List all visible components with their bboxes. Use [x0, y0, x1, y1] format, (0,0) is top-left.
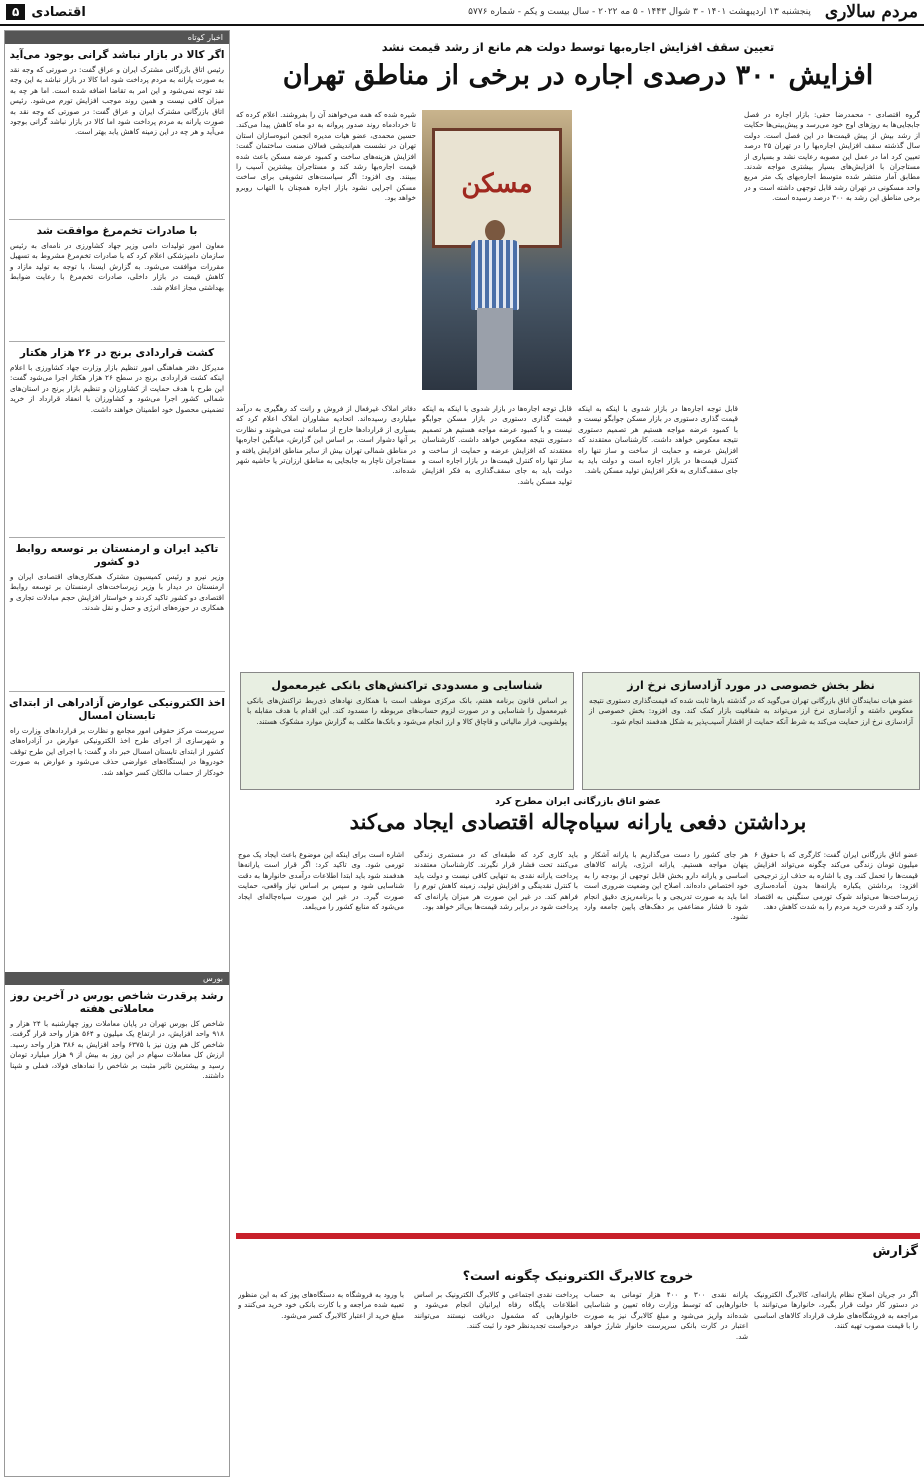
sidebar-item-title: اگر کالا در بازار نباشد گرانی بوجود می‌آید [9, 49, 225, 61]
report-column: یارانه نقدی ۳۰۰ و ۴۰۰ هزار تومانی به حساب خانوارهایی که توسط وزارت رفاه تعیین و شناسایی شده‌اند واریز می‌شود و مبلغ کالابرگ نیز به صورت اعتبار در کارت بانکی سرپرست خانوار شارژ خواهد شد. [584, 1290, 748, 1341]
section-name: اقتصادی [31, 4, 86, 20]
lead-body [236, 110, 920, 694]
bourse-title: رشد پرقدرت شاخص بورس در آخرین روز معاملاتی هفته [10, 990, 224, 1015]
box-text: عضو هیات نمایندگان اتاق بازرگانی تهران می‌گوید که در گذشته بارها ثابت شده که قیمت‌گذاری دستوری نتیجه معکوس داشته و آزادسازی نرخ ارز می‌تواند به شفافیت بازار کمک کند. وی افزود: بخش خصوصی از آزادسازی نرخ ارز حمایت می‌کند به شرط آنکه حمایت از اقشار آسیب‌پذیر به شکل هدفمند انجام شود. [589, 696, 913, 726]
sidebar-item-text: سرپرست مرکز حقوقی امور مجامع و نظارت بر قراردادهای وزارت راه و شهرسازی از اجرای طرح اخذ الکترونیکی عوارض در آزادراه‌های کشور از ابتدای تابستان امسال خبر داد و گفت: با اجرای این طرح توقف خودروها در ایستگاه‌های عوارضی حذف می‌شود و عوارض به صورت خودکار از حساب مالکان کسر خواهد شد. [10, 726, 224, 777]
story2-kicker: عضو اتاق بازرگانی ایران مطرح کرد [495, 796, 661, 807]
lead-story [236, 30, 920, 486]
sidebar-item-title: تاکید ایران و ارمنستان بر توسعه روابط دو کشور [15, 543, 219, 568]
bank-transactions-box [240, 672, 574, 790]
divider [9, 219, 225, 220]
bourse-text: شاخص کل بورس تهران در پایان معاملات روز چهارشنبه با ۲۴ هزار و ۹۱۸ واحد افزایش، در ارتفاع یک میلیون و ۵۶۴ هزار واحد قرار گرفت. شاخص کل هم وزن نیز با ۶۳۷۵ واحد افزایش به ۳۸۶ هزار واحد رسید. ارزش کل معاملات سهام در این روز به بیش از ۹ هزار میلیارد تومان رسید و بیشترین تاثیر مثبت بر شاخص را نمادهای فولاد، فملی و شپنا داشتند. [10, 1019, 225, 1081]
divider [9, 691, 225, 692]
report-divider [236, 1233, 920, 1239]
lead-column: قابل توجه اجاره‌ها در بازار شدوی با اینکه به اینکه قیمت گذاری دستوری در بازار مسکن جوابگو نیست و با کمبود عرضه مواجه هستیم هر تصمیم دستوری نتیجه معکوس خواهد داشت. کارشناسان معتقدند که افزایش عرضه و حمایت از ساخت و ساز تنها راه کنترل قیمت‌ها در بازار اجاره است و دولت باید به جای سقف‌گذاری به فکر افزایش تولید مسکن باشد. [422, 404, 572, 486]
report-label: گزارش [872, 1244, 918, 1259]
lead-column: شیره شده که همه می‌خواهند آن را بفروشند. اعلام کرده که تا خردادماه روند صدور پروانه به دو ماه کاهش پیدا می‌کند. حسین محمدی، عضو هیات مدیره انجمن انبوه‌سازان استان تهران در نشست هم‌اندیشی فعالان صنعت ساختمان گفت: افزایش هزینه‌های ساخت و کمبود عرضه مسکن باعث شده قیمت اجاره‌بها رشد کند و مستاجران بیشترین آسیب را ببینند. وی افزود: اگر سیاست‌های تشویقی برای ساخت مسکن اجرایی نشود بازار اجاره همچنان با التهاب روبرو خواهد بود. [236, 110, 416, 203]
masthead [0, 0, 924, 26]
sidebar-item-text: وزیر نیرو و رئیس کمیسیون مشترک همکاری‌های اقتصادی ایران و ارمنستان در دیدار با وزیر زیرساخت‌های ارمنستان بر توسعه روابط اقتصادی دو کشور تاکید کردند و خواستار افزایش حجم مبادلات تجاری و همکاری در حوزه‌های انرژی و حمل و نقل شدند. [10, 572, 224, 613]
lead-headline: افزایش ۳۰۰ درصدی اجاره در برخی از مناطق تهران [282, 60, 874, 91]
divider [9, 341, 225, 342]
page-number: ۵ [6, 4, 25, 20]
box-title: نظر بخش خصوصی در مورد آزادسازی نرخ ارز [627, 679, 875, 692]
box-text: بر اساس قانون برنامه هفتم، بانک مرکزی موظف است با همکاری نهادهای ذی‌ربط تراکنش‌های بانکی غیرمعمول را شناسایی و در صورت لزوم حساب‌های مربوطه را مسدود کند. این اقدام با هدف مقابله با پولشویی، فرار مالیاتی و قاچاق کالا و ارز انجام می‌شود و بانک‌ها مکلف به گزارش موارد مشکوک هستند. [247, 696, 567, 726]
person-figure [467, 220, 523, 390]
sidebar-item-title: اخذ الکترونیکی عوارض آزادراهی از ابتدای تابستان امسال [9, 697, 225, 722]
story2-column: هر جای کشور را دست می‌گذاریم با یارانه آشکار و پنهان مواجه هستیم. یارانه انرژی، یارانه کالاهای اساسی و یارانه دارو بخش قابل توجهی از بودجه را به خود اختصاص داده‌اند. اصلاح این وضعیت ضروری است اما باید به صورت تدریجی و با برنامه‌ریزی دقیق انجام شود تا فشار مضاعفی بر دهک‌های پایین جامعه وارد نشود. [584, 850, 748, 922]
story2-column: اشاره است برای اینکه این موضوع باعث ایجاد یک موج تورمی شود. وی تاکید کرد: اگر قرار است یارانه‌ها هدفمند شود باید ابتدا اطلاعات درآمدی خانوارها به دقت شناسایی شود و سپس بر اساس نیاز واقعی، حمایت صورت گیرد. در غیر این صورت سیاه‌چاله‌ای ایجاد می‌شود که منابع کشور را می‌بلعد. [238, 850, 404, 912]
fx-liberalization-box [582, 672, 920, 790]
box-title: شناسایی و مسدودی تراکنش‌های بانکی غیرمعمول [271, 679, 543, 692]
story2-column: باید کاری کرد که طبقه‌ای که در مستمری زندگی می‌کنند تحت فشار قرار نگیرند. کارشناسان معتقدند پرداخت یارانه نقدی به تنهایی کافی نیست و دولت باید با کنترل نقدینگی و افزایش تولید، زمینه کاهش تورم را فراهم کند. در غیر این صورت هر میزان یارانه‌ای که پرداخت شود در برابر رشد قیمت‌ها بی‌اثر خواهد بود. [414, 850, 578, 912]
sign-text: مسکن [461, 169, 533, 199]
sidebar-item-title: کشت قراردادی برنج در ۲۶ هزار هکتار [19, 347, 215, 359]
section-label [6, 4, 86, 20]
lead-column: گروه اقتصادی - محمدرضا حقی: بازار اجاره در فصل جابجایی‌ها به روزهای اوج خود می‌رسد و پیش‌بینی‌ها حکایت از رشد بیش از پیش قیمت‌ها در این فصل است. دولت سال گذشته سقف افزایش اجاره‌بها را در تهران ۲۵ درصد تعیین کرد اما در عمل این مصوبه رعایت نشد و بسیاری از مستاجران با افزایش‌های بسیار بیشتری مواجه شدند. مطابق آمار منتشر شده متوسط اجاره‌بهای یک متر مربع واحد مسکونی در تهران رشد قابل توجهی داشته است و در برخی مناطق این رشد به ۳۰۰ درصد رسیده است. [744, 110, 920, 203]
bourse-header: بورس [5, 972, 229, 985]
rental-office-photo [422, 110, 572, 390]
dateline: پنجشنبه ۱۳ اردیبهشت ۱۴۰۱ - ۳ شوال ۱۴۴۳ - ۵ مه ۲۰۲۲ - سال بیست و یکم - شماره ۵۷۷۶ [468, 7, 811, 17]
report-column: اگر در جریان اصلاح نظام یارانه‌ای، کالابرگ الکترونیک در دستور کار دولت قرار بگیرد، خانوارها می‌توانند با مراجعه به فروشگاه‌های طرف قرارداد کالاهای اساسی را با قیمت مصوب تهیه کنند. [754, 1290, 918, 1331]
sidebar-item-text: رئیس اتاق بازرگانی مشترک ایران و عراق گفت: در صورتی که وجه نقد به صورت یارانه به مردم پرداخت شود اما کالا در بازار نباشد به این وجه نقد توجه نمی‌شود و این امر به تقاضا اضافه شده است. اما هر چه به میزان کافی نیست و همین روند موجب افزایش تورم می‌شود. رئیس اتاق بازرگانی مشترک ایران و عراق گفت: در صورتی که وجه نقد به صورت یارانه به مردم پرداخت شود اما کالا در بازار نباشد گرانی بوجود می‌آید و هر چه در این زمینه کاهش یابد بهتر است. [10, 65, 224, 137]
report-column: پرداخت نقدی اجتماعی و کالابرگ الکترونیک بر اساس اطلاعات پایگاه رفاه ایرانیان انجام می‌شود و خانوارهایی که مشمول دریافت نیستند می‌توانند درخواست تجدیدنظر خود را ثبت کنند. [414, 1290, 578, 1331]
report-title: خروج کالابرگ الکترونیک چگونه است؟ [462, 1268, 694, 1283]
newspaper-brand: مردم سالاری [824, 2, 918, 22]
sidebar-item-text: معاون امور تولیدات دامی وزیر جهاد کشاورزی در نامه‌ای به رئیس سازمان دامپزشکی اعلام کرد که با صادرات تخم‌مرغ مشروط به تسهیل مقررات موافقت می‌شود. به گزارش ایسنا، با توجه به تولید مازاد و کاهش قیمت در بازار داخلی، صادرات تخم‌مرغ با رعایت ضوابط بهداشتی مجاز اعلام شد. [10, 241, 224, 292]
divider [9, 537, 225, 538]
story2-headline: برداشتن دفعی یارانه سیاه‌چاله اقتصادی ایجاد می‌کند [349, 809, 807, 834]
report-column: با ورود به فروشگاه به دستگاه‌های پوز که به این منظور تعبیه شده مراجعه و با کارت بانکی خود خرید می‌کنند و مبلغ خرید از اعتبار کالابرگ کسر می‌شود. [238, 1290, 404, 1320]
lead-kicker: تعیین سقف افزایش اجاره‌بها توسط دولت هم مانع از رشد قیمت نشد [381, 40, 775, 54]
subsidy-story [236, 796, 920, 834]
sidebar-item-text: مدیرکل دفتر هماهنگی امور تنظیم بازار وزارت جهاد کشاورزی با اعلام اینکه کشت قراردادی برنج در سطح ۲۶ هزار هکتار اجرا می‌شود گفت: این طرح با هدف حمایت از کشاورزان و تنظیم بازار برنج در استان‌های شمالی کشور اجرا می‌شود و کشاورزان با انعقاد قرارداد از خرید تضمینی محصول خود اطمینان خواهند داشت. [10, 363, 225, 414]
sidebar-item-title: با صادرات تخم‌مرغ موافقت شد [36, 225, 198, 237]
lead-column: دفاتر املاک غیرفعال از فروش و رانت کد رهگیری به درآمد میلیاردی رسیده‌اند. اتحادیه مشاوران املاک اعلام کرد که بسیاری از قراردادها خارج از سامانه ثبت می‌شوند و نظارت بر آنها دشوار است. بر اساس این گزارش، میانگین اجاره‌بها در مناطق شمالی تهران بیش از سایر مناطق افزایش یافته و مستاجران ناچار به جابجایی به مناطق ارزان‌تر یا حاشیه شهر شده‌اند. [236, 404, 416, 476]
sidebar-header: اخبار کوتاه [5, 31, 229, 44]
story2-column: عضو اتاق بازرگانی ایران گفت: کارگری که با حقوق ۶ میلیون تومان زندگی می‌کند چگونه می‌تواند افزایش قیمت‌ها را تحمل کند. وی با اشاره به حذف ارز ترجیحی افزود: برداشتن یکباره یارانه‌ها بدون آماده‌سازی زیرساخت‌ها می‌تواند شوک تورمی سنگینی به اقتصاد وارد کند و قدرت خرید مردم را به شدت کاهش دهد. [754, 850, 918, 912]
news-sidebar [4, 30, 230, 1477]
lead-column: قابل توجه اجاره‌ها در بازار شدوی با اینکه به اینکه قیمت گذاری دستوری در بازار مسکن جوابگو نیست و با کمبود عرضه مواجه هستیم هر تصمیم دستوری نتیجه معکوس خواهد داشت. کارشناسان معتقدند که افزایش عرضه و حمایت از ساخت و ساز تنها راه کنترل قیمت‌ها در بازار اجاره است و دولت باید به جای سقف‌گذاری به فکر افزایش تولید مسکن باشد. [578, 404, 738, 476]
